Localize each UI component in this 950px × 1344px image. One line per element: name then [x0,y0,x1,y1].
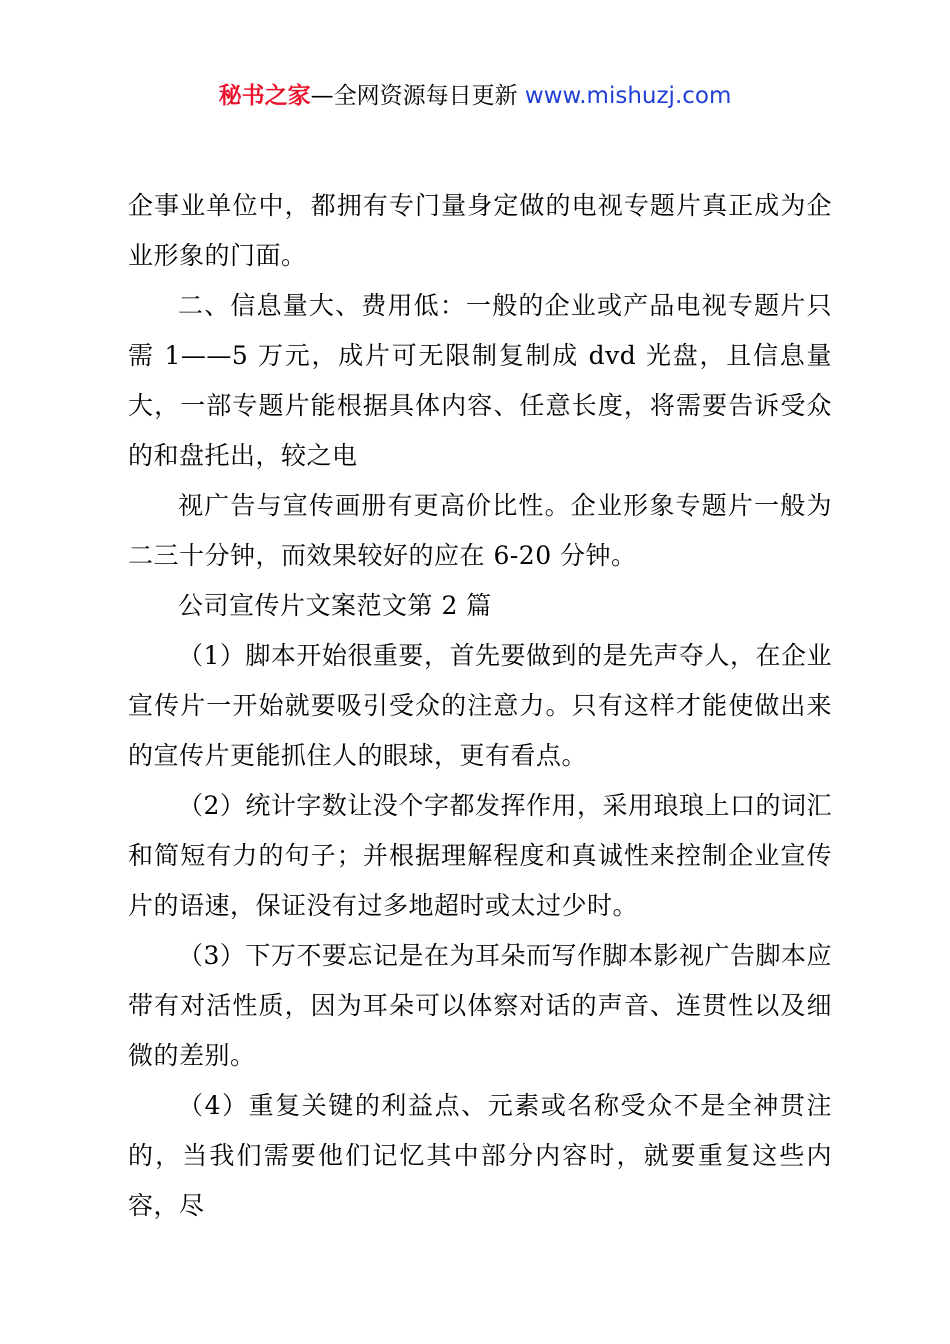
site-header [0,78,950,114]
paragraph-point-1: （1）脚本开始很重要，首先要做到的是先声夺人，在企业宣传片一开始就要吸引受众的注意力。只有这样才能使做出来的宣传片更能抓住人的眼球，更有看点。 [128,641,832,770]
paragraph-info-cost: 二、信息量大、费用低：一般的企业或产品电视专题片只需 1——5 万元，成片可无限制复制成 dvd 光盘，且信息量大，一部专题片能根据具体内容、任意长度，将需要告诉受众的和盘托出，较之电 [128,291,832,470]
brand-name: 秘书之家 [218,83,311,109]
document-body [128,181,832,1231]
paragraph-price-ratio: 视广告与宣传画册有更高价比性。企业形象专题片一般为二三十分钟，而效果较好的应在 6-20 分钟。 [128,491,832,570]
site-url-link[interactable]: www.mishuzj.com [524,83,732,109]
paragraph-point-3: （3）下万不要忘记是在为耳朵而写作脚本影视广告脚本应带有对活性质，因为耳朵可以体察对话的声音、连贯性以及细微的差别。 [128,941,832,1070]
section-heading: 公司宣传片文案范文第 2 篇 [178,591,492,620]
paragraph-point-4: （4）重复关键的利益点、元素或名称受众不是全神贯注的，当我们需要他们记忆其中部分内容时，就要重复这些内容，尽 [128,1091,832,1220]
paragraph-continuation: 企事业单位中，都拥有专门量身定做的电视专题片真正成为企业形象的门面。 [128,191,832,270]
header-tagline: —全网资源每日更新 [310,83,525,109]
paragraph-point-2: （2）统计字数让没个字都发挥作用，采用琅琅上口的词汇和简短有力的句子；并根据理解程度和真诚性来控制企业宣传片的语速，保证没有过多地超时或太过少时。 [128,791,832,920]
